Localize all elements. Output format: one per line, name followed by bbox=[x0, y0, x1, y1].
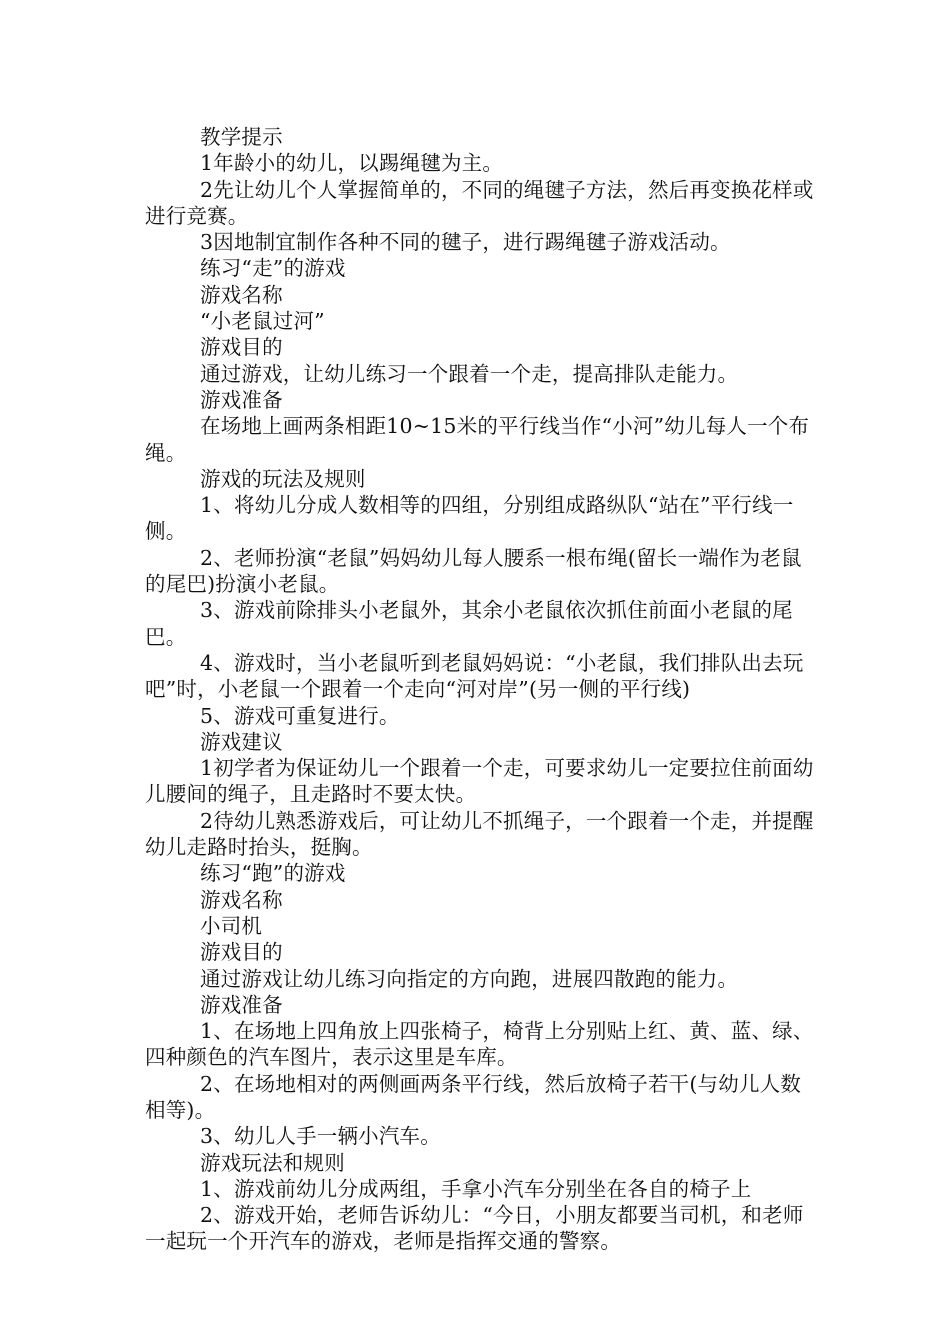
paragraph: 游戏玩法和规则 bbox=[200, 1150, 345, 1175]
paragraph: 2、老师扮演“老鼠”妈妈幼儿每人腰系一根布绳(留长一端作为老鼠的尾巴)扮演小老鼠。 bbox=[145, 545, 802, 597]
paragraph: 游戏名称 bbox=[200, 282, 283, 307]
paragraph: 小司机 bbox=[200, 913, 263, 938]
paragraph: “小老鼠过河” bbox=[200, 309, 325, 334]
paragraph: 通过游戏让幼儿练习向指定的方向跑，进展四散跑的能力。 bbox=[200, 966, 739, 991]
paragraph: 2先让幼儿个人掌握简单的，不同的绳毽子方法，然后再变换花样或进行竞赛。 bbox=[145, 177, 814, 228]
paragraph: 游戏名称 bbox=[200, 887, 283, 912]
paragraph: 1、游戏前幼儿分成两组，手拿小汽车分别坐在各自的椅子上 bbox=[200, 1176, 752, 1201]
paragraph: 在场地上画两条相距10~15米的平行线当作“小河”幼儿每人一个布绳。 bbox=[145, 414, 810, 465]
paragraph: 游戏建议 bbox=[200, 729, 283, 754]
paragraph: 1年龄小的幼儿，以踢绳毽为主。 bbox=[200, 151, 504, 176]
paragraph: 游戏的玩法及规则 bbox=[200, 466, 366, 491]
paragraph: 1初学者为保证幼儿一个跟着一个走，可要求幼儿一定要拉住前面幼儿腰间的绳子，且走路时不要太快。 bbox=[145, 756, 814, 807]
paragraph: 游戏准备 bbox=[200, 992, 283, 1017]
paragraph: 练习“跑”的游戏 bbox=[200, 861, 346, 886]
paragraph: 1、在场地上四角放上四张椅子，椅背上分别贴上红、黄、蓝、绿、四种颜色的汽车图片，表示这里是车库。 bbox=[145, 1019, 814, 1070]
paragraph: 游戏目的 bbox=[200, 335, 283, 360]
paragraph: 游戏目的 bbox=[200, 940, 283, 965]
paragraph: 3、游戏前除排头小老鼠外，其余小老鼠依次抓住前面小老鼠的尾巴。 bbox=[145, 598, 793, 649]
paragraph: 5、游戏可重复进行。 bbox=[200, 703, 400, 728]
paragraph: 4、游戏时，当小老鼠听到老鼠妈妈说：“小老鼠，我们排队出去玩吧”时，小老鼠一个跟着一个走向“河对岸”(另一侧的平行线) bbox=[145, 650, 804, 702]
paragraph: 2、游戏开始，老师告诉幼儿：“今日，小朋友都要当司机，和老师一起玩一个开汽车的游戏，老师是指挥交通的警察。 bbox=[145, 1203, 804, 1254]
paragraph: 2、在场地相对的两侧画两条平行线，然后放椅子若干(与幼儿人数相等)。 bbox=[145, 1071, 802, 1122]
paragraph: 1、将幼儿分成人数相等的四组，分别组成路纵队“站在”平行线一侧。 bbox=[145, 493, 794, 544]
paragraph: 通过游戏，让幼儿练习一个跟着一个走，提高排队走能力。 bbox=[200, 361, 739, 386]
paragraph: 3、幼儿人手一辆小汽车。 bbox=[200, 1124, 441, 1149]
paragraph: 游戏准备 bbox=[200, 387, 283, 412]
paragraph: 练习“走”的游戏 bbox=[200, 256, 346, 281]
document-body bbox=[145, 124, 820, 1255]
paragraph: 3因地制宜制作各种不同的毽子，进行踢绳毽子游戏活动。 bbox=[200, 230, 731, 255]
paragraph: 教学提示 bbox=[200, 125, 283, 149]
paragraph: 2待幼儿熟悉游戏后，可让幼儿不抓绳子，一个跟着一个走，并提醒幼儿走路时抬头，挺胸。 bbox=[145, 808, 814, 860]
